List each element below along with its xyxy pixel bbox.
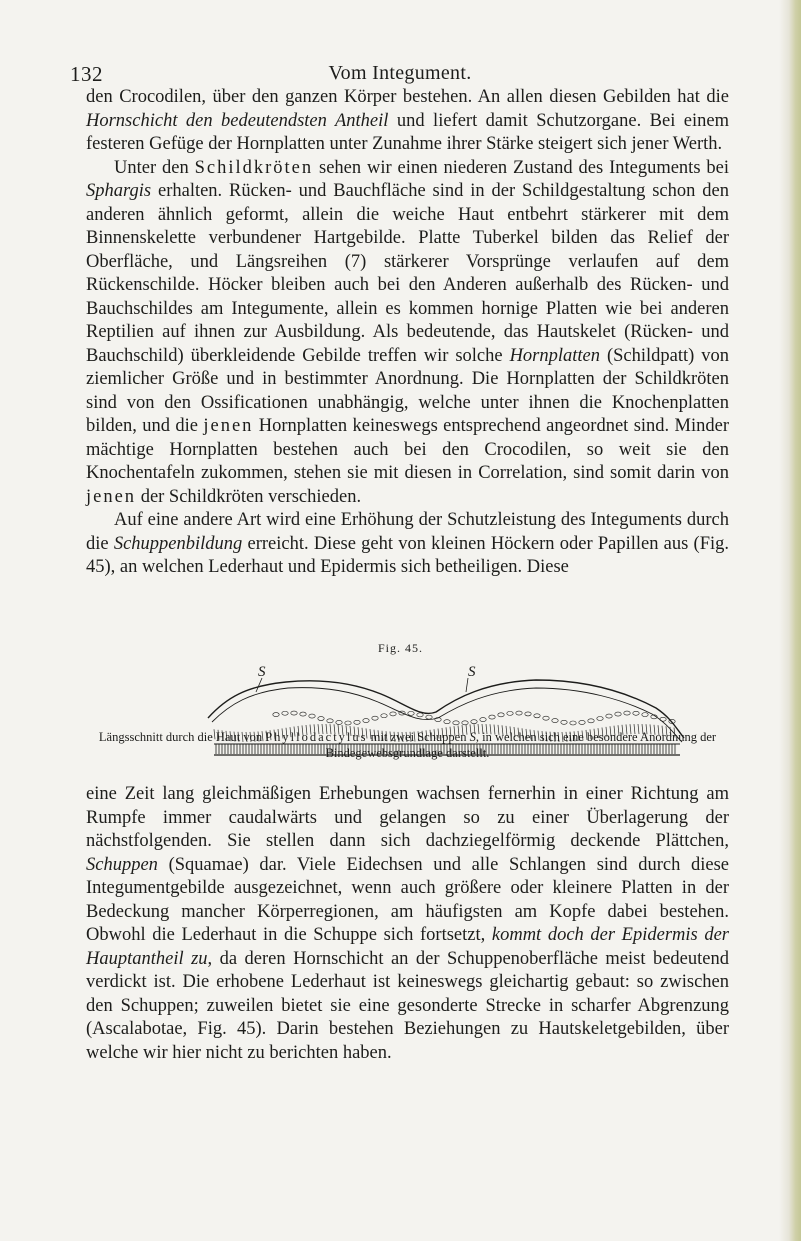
figure-caption: [86, 729, 729, 761]
text-run: (Squamae) dar. Viele Eidechsen und alle Schlangen sind durch diese Integumentgebilde ausgezeichnet, wenn auch größere oder kleinere Platten in der Bedeckung mancher Körperregionen, am häufigsten am Kopfe dabei bestehen. Obwohl die Lederhaut in die Schuppe sich fortsetzt,: [86, 854, 729, 945]
paragraph: [86, 86, 729, 157]
text-run: (Schildpatt) von ziemlicher Größe und in bestimmter Anordnung. Die Hornplatten der Schildkröten sind von den Ossificationen unabhängig, welche unter ihnen die Knochenplatten bilden, und die: [86, 345, 730, 436]
body-text-top: [86, 86, 729, 580]
figure-marker-left: S: [258, 664, 266, 680]
page-number: 132: [70, 62, 103, 86]
text-run: erreicht. Diese geht von kleinen Höckern oder Papillen aus (Fig. 45), an welchen Lederhaut und Epidermis sich betheiligen. Diese: [86, 533, 730, 577]
page-edge-shadow: [779, 0, 801, 1241]
spaced-term: jenen: [203, 416, 254, 436]
text-run: der Schildkröten verschieden.: [136, 486, 362, 507]
italic-term: Hornschicht den bedeutendsten Antheil: [86, 110, 389, 131]
paragraph: [86, 783, 729, 1065]
text-run: Auf eine andere Art wird eine Erhöhung der Schutzleistung des Integuments durch die: [86, 510, 729, 554]
italic-term: S: [469, 730, 476, 744]
text-run: erhalten. Rücken- und Bauchfläche sind in der Schildgestaltung schon den anderen ähnlich geformt, allein die weiche Haut entbehrt stärkerer mit dem Binnenskelette verbundener Hartgebilde. Platte Tuberkel bilden das Relief der Oberfläche, und Längsreihen (7) stärkerer Vorsprünge verlaufen auf dem Rückenschilde. Höcker bleiben auch bei den Anderen außerhalb des Rücken- und Bauchschildes am Integumente, allein es kommen hornige Platten wie bei anderen Reptilien auf ihnen zur Ausbildung. Als bedeutende, das Hautskelet (Rücken- und Bauchschild) überkleidende Gebilde treffen wir solche: [86, 181, 729, 366]
body-text-bottom: [86, 783, 729, 1065]
text-run: und liefert damit Schutzorgane. Bei einem festeren Gefüge der Hornplatten unter Zunahme ihrer Stärke steigert sich jener Werth.: [86, 110, 729, 154]
paragraph: [86, 509, 729, 580]
italic-term: Sphargis: [86, 181, 152, 201]
spaced-term: Phyllodactylus: [265, 730, 368, 744]
paragraph: [86, 157, 729, 510]
spaced-term: jenen: [86, 486, 137, 507]
text-run: den Crocodilen, über den ganzen Körper bestehen. An allen diesen Gebilden hat die: [86, 87, 729, 107]
text-run: Längsschnitt durch die Haut von: [98, 730, 266, 744]
italic-term: Schuppenbildung: [113, 533, 243, 554]
italic-term: kommt doch der Epidermis der Hauptantheil zu: [86, 925, 729, 969]
text-run: Unter den: [114, 157, 195, 178]
spaced-term: Schildkröten: [194, 157, 314, 178]
figure-label: Fig. 45.: [377, 641, 423, 655]
text-run: mit zwei Schuppen: [367, 730, 470, 744]
running-head: Vom Integument.: [328, 62, 472, 84]
text-run: , in welchen sich eine besondere Anordnung der Bindegewebsgrundlage darstellt.: [325, 730, 717, 760]
text-run: eine Zeit lang gleichmäßigen Erhebungen wachsen fernerhin in einer Richtung am Rumpfe immer caudalwärts und gelangen so zu einer Überlagerung der nächstfolgenden. Sie stellen dann sich dachziegelförmig deckende Plättchen,: [86, 784, 729, 851]
figure-marker-right: S: [468, 664, 476, 680]
text-run: Hornplatten keineswegs entsprechend angeordnet sind. Minder mächtige Hornplatten bestehen auch bei den Crocodilen, so weit sie den Knochentafeln zukommen, stehen sie mit diesen in Correlation, sind somit darin von: [86, 416, 729, 483]
text-run: sehen wir einen niederen Zustand des Integuments bei: [313, 157, 729, 178]
italic-term: Schuppen: [86, 854, 158, 875]
italic-term: Hornplatten: [509, 345, 601, 366]
text-run: , da deren Hornschicht an der Schuppenoberfläche meist bedeutend verdickt ist. Die erhobene Lederhaut ist keineswegs gleichartig gebaut: so zwischen den Schuppen; zuweilen bietet sie eine gesonderte Strecke in scharfer Abgrenzung (Ascalabotae, Fig. 45). Darin bestehen Beziehungen zu Hautskeletgebilden, über welche wir hier nicht zu berichten haben.: [86, 948, 729, 1063]
